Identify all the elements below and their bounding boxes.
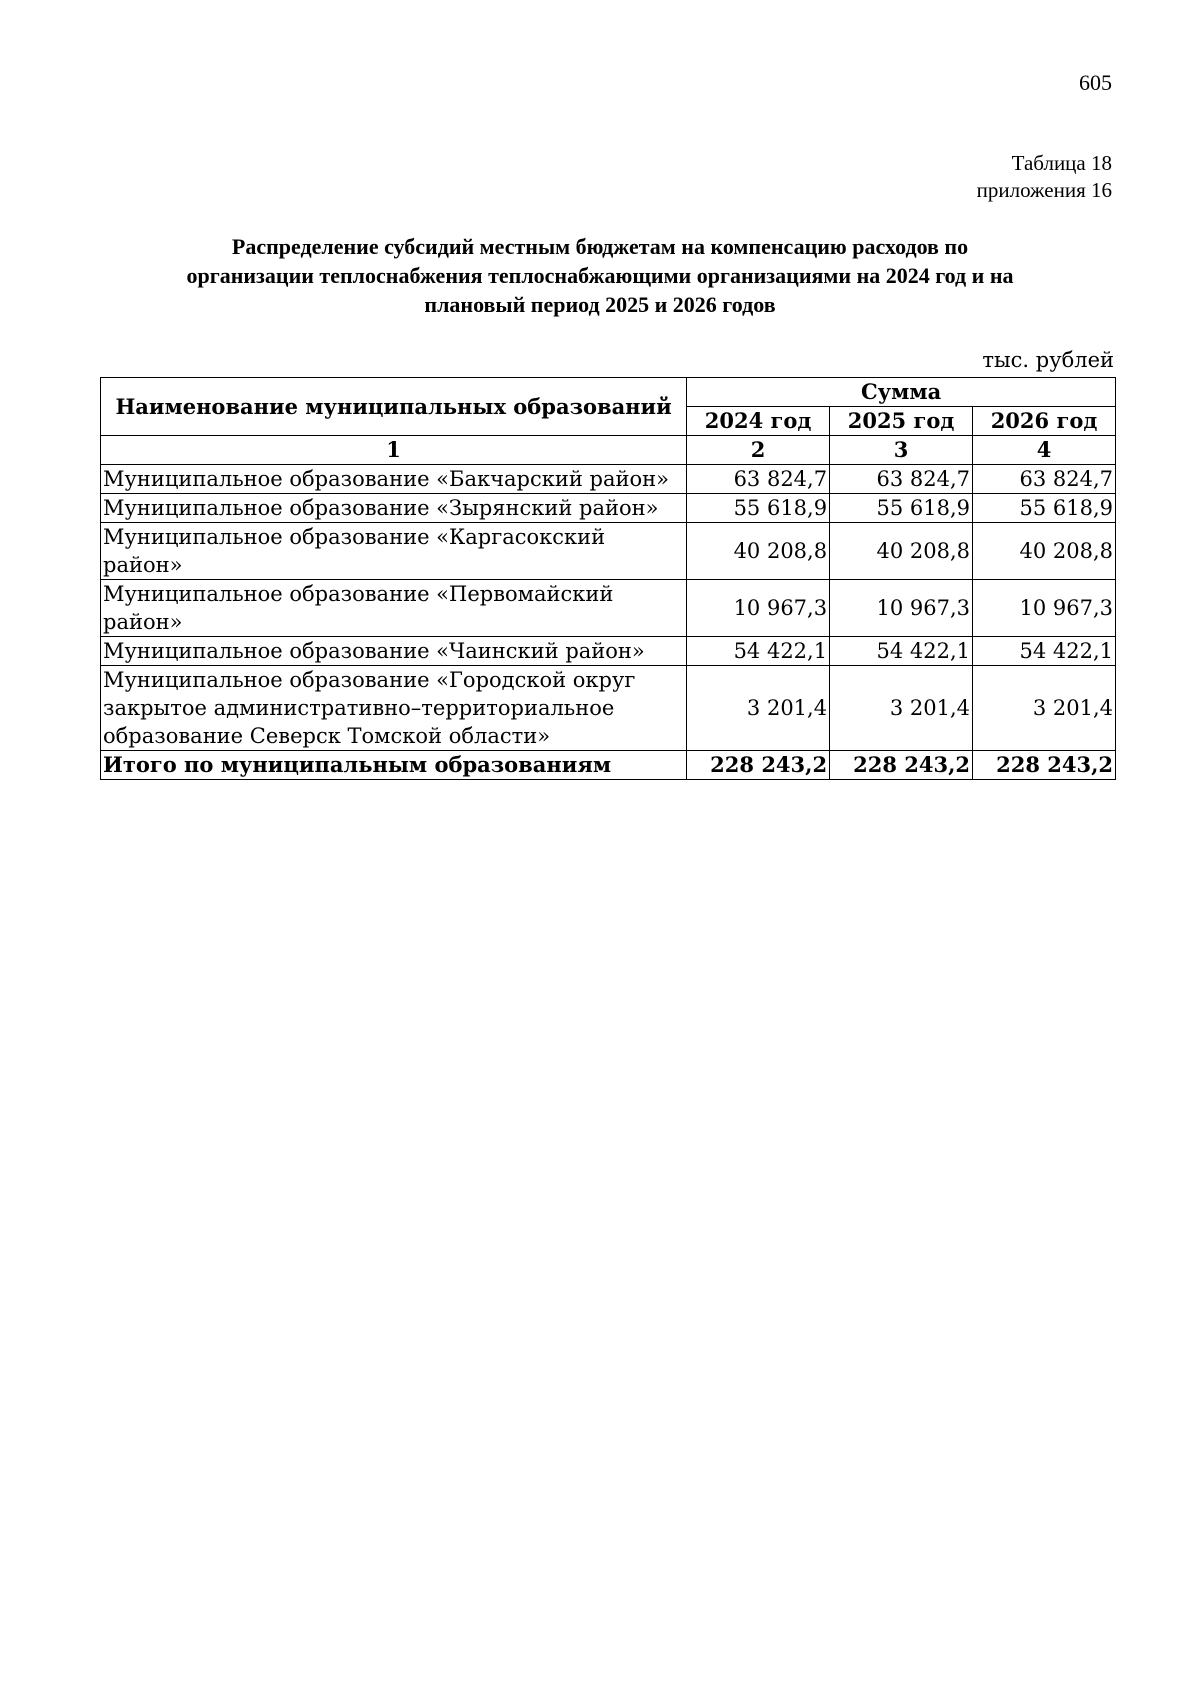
table-reference-line-1: Таблица 18 bbox=[1011, 151, 1112, 175]
value-2024: 54 422,1 bbox=[687, 637, 830, 666]
title-line-3: плановый период 2025 и 2026 годов bbox=[424, 292, 776, 317]
units-label: тыс. рублей bbox=[982, 348, 1114, 372]
column-number: 2 bbox=[687, 436, 830, 465]
title-line-1: Распределение субсидий местным бюджетам на компенсацию расходов по bbox=[231, 234, 969, 259]
row-name-line: закрытое административно–территориальное bbox=[103, 696, 615, 720]
total-2025: 228 243,2 bbox=[830, 751, 973, 780]
title-line-2: организации теплоснабжения теплоснабжающими организациями на 2024 год и на bbox=[186, 263, 1014, 288]
table-row bbox=[101, 523, 1116, 580]
column-numbers-row bbox=[101, 436, 1116, 465]
column-number: 4 bbox=[973, 436, 1116, 465]
table-row bbox=[101, 465, 1116, 494]
table-row bbox=[101, 637, 1116, 666]
value-2024: 3 201,4 bbox=[687, 666, 830, 751]
value-2025: 54 422,1 bbox=[830, 637, 973, 666]
value-2024: 55 618,9 bbox=[687, 494, 830, 523]
value-2024: 10 967,3 bbox=[687, 580, 830, 637]
table-reference-line-2: приложения 16 bbox=[976, 178, 1112, 202]
column-number: 3 bbox=[830, 436, 973, 465]
value-2026: 3 201,4 bbox=[973, 666, 1116, 751]
row-name: Муниципальное образование «Чаинский район» bbox=[101, 637, 687, 666]
table-row bbox=[101, 580, 1116, 637]
row-name: Муниципальное образование «Бакчарский район» bbox=[101, 465, 687, 494]
value-2025: 10 967,3 bbox=[830, 580, 973, 637]
total-label: Итого по муниципальным образованиям bbox=[101, 751, 687, 780]
value-2026: 10 967,3 bbox=[973, 580, 1116, 637]
value-2024: 63 824,7 bbox=[687, 465, 830, 494]
value-2025: 3 201,4 bbox=[830, 666, 973, 751]
table-row bbox=[101, 666, 1116, 751]
row-name-line: образование Северск Томской области» bbox=[103, 724, 551, 748]
column-number: 1 bbox=[101, 436, 687, 465]
total-2026: 228 243,2 bbox=[973, 751, 1116, 780]
header-year-2025: 2025 год bbox=[830, 407, 973, 436]
row-name bbox=[101, 666, 687, 751]
value-2025: 40 208,8 bbox=[830, 523, 973, 580]
value-2026: 55 618,9 bbox=[973, 494, 1116, 523]
header-year-2026: 2026 год bbox=[973, 407, 1116, 436]
header-row bbox=[101, 378, 1116, 407]
value-2025: 63 824,7 bbox=[830, 465, 973, 494]
value-2026: 40 208,8 bbox=[973, 523, 1116, 580]
value-2025: 55 618,9 bbox=[830, 494, 973, 523]
document-title bbox=[100, 232, 1100, 319]
value-2026: 54 422,1 bbox=[973, 637, 1116, 666]
row-name: Муниципальное образование «Первомайский район» bbox=[101, 580, 687, 637]
table-row bbox=[101, 494, 1116, 523]
header-name: Наименование муниципальных образований bbox=[101, 378, 687, 436]
total-2024: 228 243,2 bbox=[687, 751, 830, 780]
header-year-2024: 2024 год bbox=[687, 407, 830, 436]
row-name: Муниципальное образование «Зырянский район» bbox=[101, 494, 687, 523]
total-row bbox=[101, 751, 1116, 780]
subsidy-table bbox=[100, 377, 1116, 780]
value-2024: 40 208,8 bbox=[687, 523, 830, 580]
header-sum: Сумма bbox=[687, 378, 1116, 407]
table-reference bbox=[977, 150, 1112, 204]
row-name-line: Муниципальное образование «Городской округ bbox=[103, 668, 636, 692]
row-name: Муниципальное образование «Каргасокский район» bbox=[101, 523, 687, 580]
page-number: 605 bbox=[1079, 70, 1112, 95]
value-2026: 63 824,7 bbox=[973, 465, 1116, 494]
